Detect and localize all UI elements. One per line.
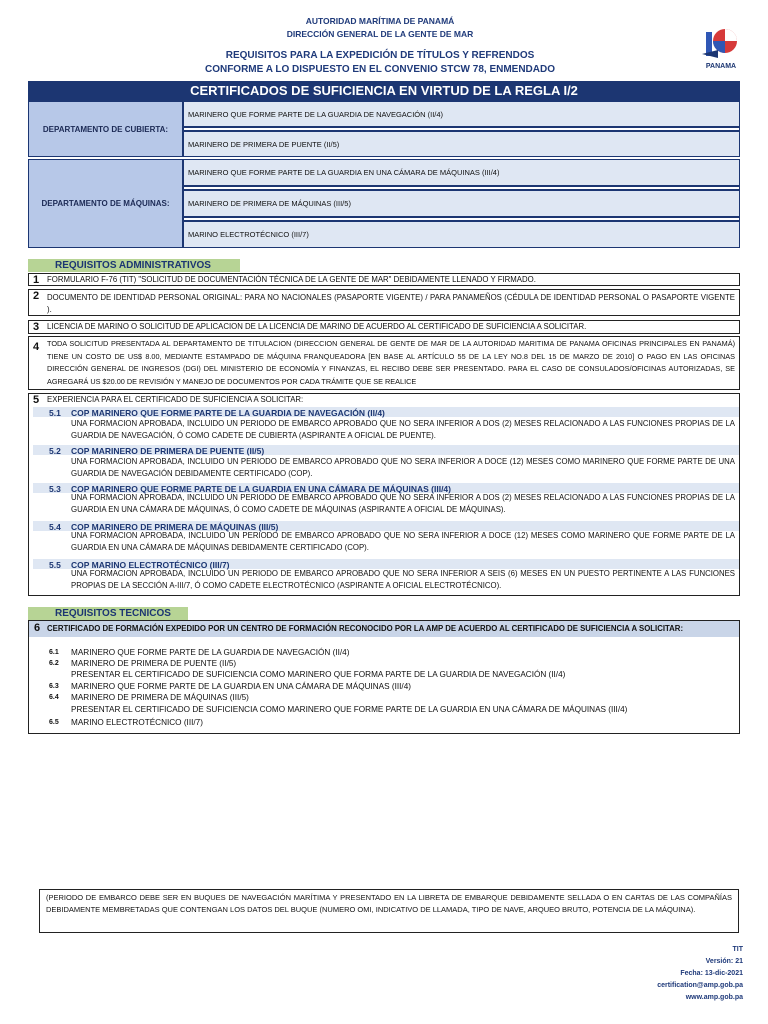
- item-number: 3: [33, 321, 40, 333]
- option-iii5[interactable]: [183, 190, 740, 217]
- admin-item-1: [28, 273, 740, 286]
- item-number: 5: [33, 394, 40, 406]
- option-iii4[interactable]: [183, 159, 740, 186]
- admin-item-5: [28, 393, 740, 596]
- document-title: REQUISITOS PARA LA EXPEDICIÓN DE TÍTULOS Y REFRENDOS: [225, 50, 535, 61]
- option-ii5[interactable]: [183, 131, 740, 157]
- item-number: 4: [33, 341, 40, 353]
- tech-line: PRESENTAR EL CERTIFICADO DE SUFICIENCIA COMO MARINERO QUE FORME PARTE DE LA GUARDIA EN UNA CÁMARA DE MÁQUINAS (III/4): [71, 705, 628, 714]
- subsection-text: UNA FORMACION APROBADA, INCLUIDO UN PERIODO DE EMBARCO APROBADO QUE NO SERA INFERIOR A SEIS (6) MESES EN UN PUESTO PERTINENTE A LAS FUNCIONES PROPIAS DE LA SECCIÓN A-III/7, Ó COMO CADETE ELECTROTÉCNICO (ASPIRANTE A OFICIAL ELECTROTÉCNICO).: [71, 569, 735, 590]
- subsection-number: 5.1: [49, 408, 61, 418]
- subsection-number: 5.3: [49, 484, 61, 494]
- option-label: MARINERO QUE FORME PARTE DE LA GUARDIA DE NAVEGACIÓN (II/4): [188, 109, 444, 119]
- admin-item-4: [28, 336, 740, 390]
- tech-heading: CERTIFICADO DE FORMACIÓN EXPEDIDO POR UN CENTRO DE FORMACIÓN RECONOCIDO POR LA AMP DE ACUERDO AL CERTIFICADO DE SUFICIENCIA A SOLICITAR:: [47, 624, 684, 633]
- authority-name: AUTORIDAD MARÍTIMA DE PANAMÁ: [305, 16, 455, 26]
- subsection-number: 5.4: [49, 522, 61, 532]
- version: Versión: 21: [705, 958, 743, 965]
- item-text: EXPERIENCIA PARA EL CERTIFICADO DE SUFICIENCIA A SOLICITAR:: [47, 395, 304, 404]
- experience-item-5-4: [49, 521, 735, 559]
- form-code: TIT: [732, 946, 743, 953]
- admin-section-title: REQUISITOS ADMINISTRATIVOS: [28, 259, 240, 272]
- item-number: 2: [33, 290, 40, 302]
- tech-line: PRESENTAR EL CERTIFICADO DE SUFICIENCIA COMO MARINERO QUE FORMA PARTE DE LA GUARDIA DE NAVEGACIÓN (II/4): [71, 670, 566, 679]
- subsection-title: COP MARINERO QUE FORME PARTE DE LA GUARDIA EN UNA CÁMARA DE MÁQUINAS (III/4): [71, 484, 451, 494]
- directorate-name: DIRECCIÓN GENERAL DE LA GENTE DE MAR: [286, 29, 474, 39]
- tech-line-number: 6.1: [49, 649, 59, 656]
- item-number: 1: [33, 274, 40, 286]
- subsection-number: 5.5: [49, 560, 61, 570]
- contact-email[interactable]: certification@amp.gob.pa: [657, 982, 743, 989]
- admin-item-3: [28, 320, 740, 334]
- date: Fecha: 13-dic-2021: [680, 970, 743, 977]
- dept-engine-label: DEPARTAMENTO DE MÁQUINAS:: [28, 159, 183, 248]
- tech-line: MARINERO DE PRIMERA DE MÁQUINAS (III/5): [71, 693, 249, 702]
- admin-item-2: [28, 289, 740, 316]
- tech-line-number: 6.3: [49, 683, 59, 690]
- subsection-number: 5.2: [49, 446, 61, 456]
- option-label: MARINO ELECTROTÉCNICO (III/7): [188, 230, 309, 239]
- item-text: DOCUMENTO DE IDENTIDAD PERSONAL ORIGINAL: PARA NO NACIONALES (PASAPORTE VIGENTE) / PARA PANAMEÑOS (CÉDULA DE IDENTIDAD PERSONAL O PASAPORTE VIGENTE ).: [47, 293, 735, 314]
- tech-item-6: [28, 620, 740, 734]
- item-number: 6: [34, 622, 41, 634]
- subsection-text: UNA FORMACION APROBADA, INCLUIDO UN PERIODO DE EMBARCO APROBADO QUE NO SERA INFERIOR A DOCE (12) MESES COMO MARINERO QUE FORME PARTE DE LA GUARDIA EN UNA CÁMARA DE MÁQUINAS DEBIDAMENTE CERTIFICADO (COP).: [71, 531, 735, 552]
- subsection-text: UNA FORMACION APROBADA, INCLUIDO UN PERIODO DE EMBARCO APROBADO QUE NO SERA INFERIOR A DOS (2) MESES RELACIONADO A LAS FUNCIONES PROPIAS DE LA GUARDIA DE NAVEGACIÓN, Ó COMO CADETE DE CUBIERTA (ASPIRANTE A OFICIAL DE PUENTE).: [71, 419, 735, 440]
- subsection-text: UNA FORMACION APROBADA, INCLUIDO UN PERIODO DE EMBARCO APROBADO QUE NO SERA INFERIOR A DOCE (12) MESES COMO MARINERO QUE FORME PARTE DE UNA GUARDIA DE NAVEGACIÓN DEBIDAMENTE CERTIFICADO (COP).: [71, 457, 735, 478]
- item-text: LICENCIA DE MARINO O SOLICITUD DE APLICACION DE LA LICENCIA DE MARINO DE ACUERDO AL CERTIFICADO DE SUFICIENCIA A SOLICITAR.: [47, 322, 587, 331]
- subsection-title: COP MARINERO QUE FORME PARTE DE LA GUARDIA DE NAVEGACIÓN (II/4): [71, 408, 385, 418]
- dept-deck-label: DEPARTAMENTO DE CUBIERTA:: [28, 101, 183, 157]
- item-text: FORMULARIO F-76 (TIT) "SOLICITUD DE DOCUMENTACIÓN TÉCNICA DE LA GENTE DE MAR" DEBIDAMENTE LLENADO Y FIRMADO.: [47, 275, 536, 284]
- tech-section-title: REQUISITOS TECNICOS: [28, 607, 188, 620]
- section-banner: CERTIFICADOS DE SUFICIENCIA EN VIRTUD DE LA REGLA I/2: [28, 81, 740, 101]
- item-text: TODA SOLICITUD PRESENTADA AL DEPARTAMENTO DE TITULACION (DIRECCION GENERAL DE GENTE DE MAR DE LA AUTORIDAD MARITIMA DE PANAMA OFICINAS PRINCIPALES EN PANAMÁ) TIENE UN COSTO DE US$ 8.00, MEDIANTE ESTAMPADO DE MÁQUINA FRANQUEADORA [EN BASE AL ARTÍCULO 55 DE LA LEY NO.8 DEL 15 DE MARZO DE 2010] O PAGO EN LAS OFICINAS DIRECCIÓN GENERAL DE INGRESOS (DGI) DEL MINISTERIO DE ECONOMÍA Y FINANZAS, EL RECIBO DEBE SER PRESENTADO. PARA EL CASO DE CONSULADOS/OFICINAS AUTORIZADAS, SE AGREGARÁ US $20.00 DE REVISIÓN Y MANEJO DE DOCUMENTOS POR CADA TRÁMITE QUE SE REALICE: [47, 339, 735, 386]
- website-link[interactable]: www.amp.gob.pa: [685, 994, 743, 1001]
- experience-item-5-5: [49, 559, 735, 595]
- subsection-title: COP MARINO ELECTROTÉCNICO (III/7): [71, 560, 230, 570]
- subsection-text: UNA FORMACION APROBADA, INCLUIDO UN PERIODO DE EMBARCO APROBADO QUE NO SERA INFERIOR A DOS (2) MESES RELACIONADO A LAS FUNCIONES PROPIAS DE LA GUARDIA EN UNA CÁMARA DE MÁQUINAS, Ó COMO CADETE DE MÁQUINAS (ASPIRANTE A OFICIAL DE MÁQUINAS).: [71, 493, 735, 514]
- option-label: MARINERO QUE FORME PARTE DE LA GUARDIA EN UNA CÁMARA DE MÁQUINAS (III/4): [188, 168, 500, 177]
- tech-line-number: 6.4: [49, 694, 59, 701]
- tech-line: MARINERO DE PRIMERA DE PUENTE (II/5): [71, 659, 237, 668]
- experience-item-5-3: [49, 483, 735, 521]
- tech-line: MARINO ELECTROTÉCNICO (III/7): [71, 718, 203, 727]
- option-iii7[interactable]: [183, 221, 740, 248]
- option-ii4[interactable]: [183, 101, 740, 127]
- tech-line-number: 6.2: [49, 660, 59, 667]
- amp-logo: [698, 24, 744, 72]
- option-label: MARINERO DE PRIMERA DE PUENTE (II/5): [188, 139, 340, 149]
- document-subtitle: CONFORME A LO DISPUESTO EN EL CONVENIO STCW 78, ENMENDADO: [204, 64, 556, 75]
- experience-item-5-1: [49, 407, 735, 445]
- experience-item-5-2: [49, 445, 735, 483]
- subsection-title: COP MARINERO DE PRIMERA DE PUENTE (II/5): [71, 446, 265, 456]
- option-label: MARINERO DE PRIMERA DE MÁQUINAS (III/5): [188, 199, 351, 208]
- footnote: (PERIODO DE EMBARCO DEBE SER EN BUQUES DE NAVEGACIÓN MARÍTIMA Y PRESENTADO EN LA LIBRETA DE EMBARQUE DEBIDAMENTE SELLADA O EN CARTAS DE LAS COMPAÑÍAS DEBIDAMENTE MEMBRETADAS QUE CONTENGAN LOS DATOS DEL BUQUE (NUMERO OMI, INDICATIVO DE LLAMADA, TIPO DE NAVE, ARQUEO BRUTO, POTENCIA DE LA MÁQUINA).: [39, 889, 739, 933]
- tech-line-number: 6.5: [49, 719, 59, 726]
- tech-line: MARINERO QUE FORME PARTE DE LA GUARDIA EN UNA CÁMARA DE MÁQUINAS (III/4): [71, 682, 411, 691]
- logo-text: PANAMA: [705, 63, 737, 70]
- tech-line: MARINERO QUE FORME PARTE DE LA GUARDIA DE NAVEGACIÓN (II/4): [71, 648, 350, 657]
- subsection-title: COP MARINERO DE PRIMERA DE MÁQUINAS (III/5): [71, 522, 279, 532]
